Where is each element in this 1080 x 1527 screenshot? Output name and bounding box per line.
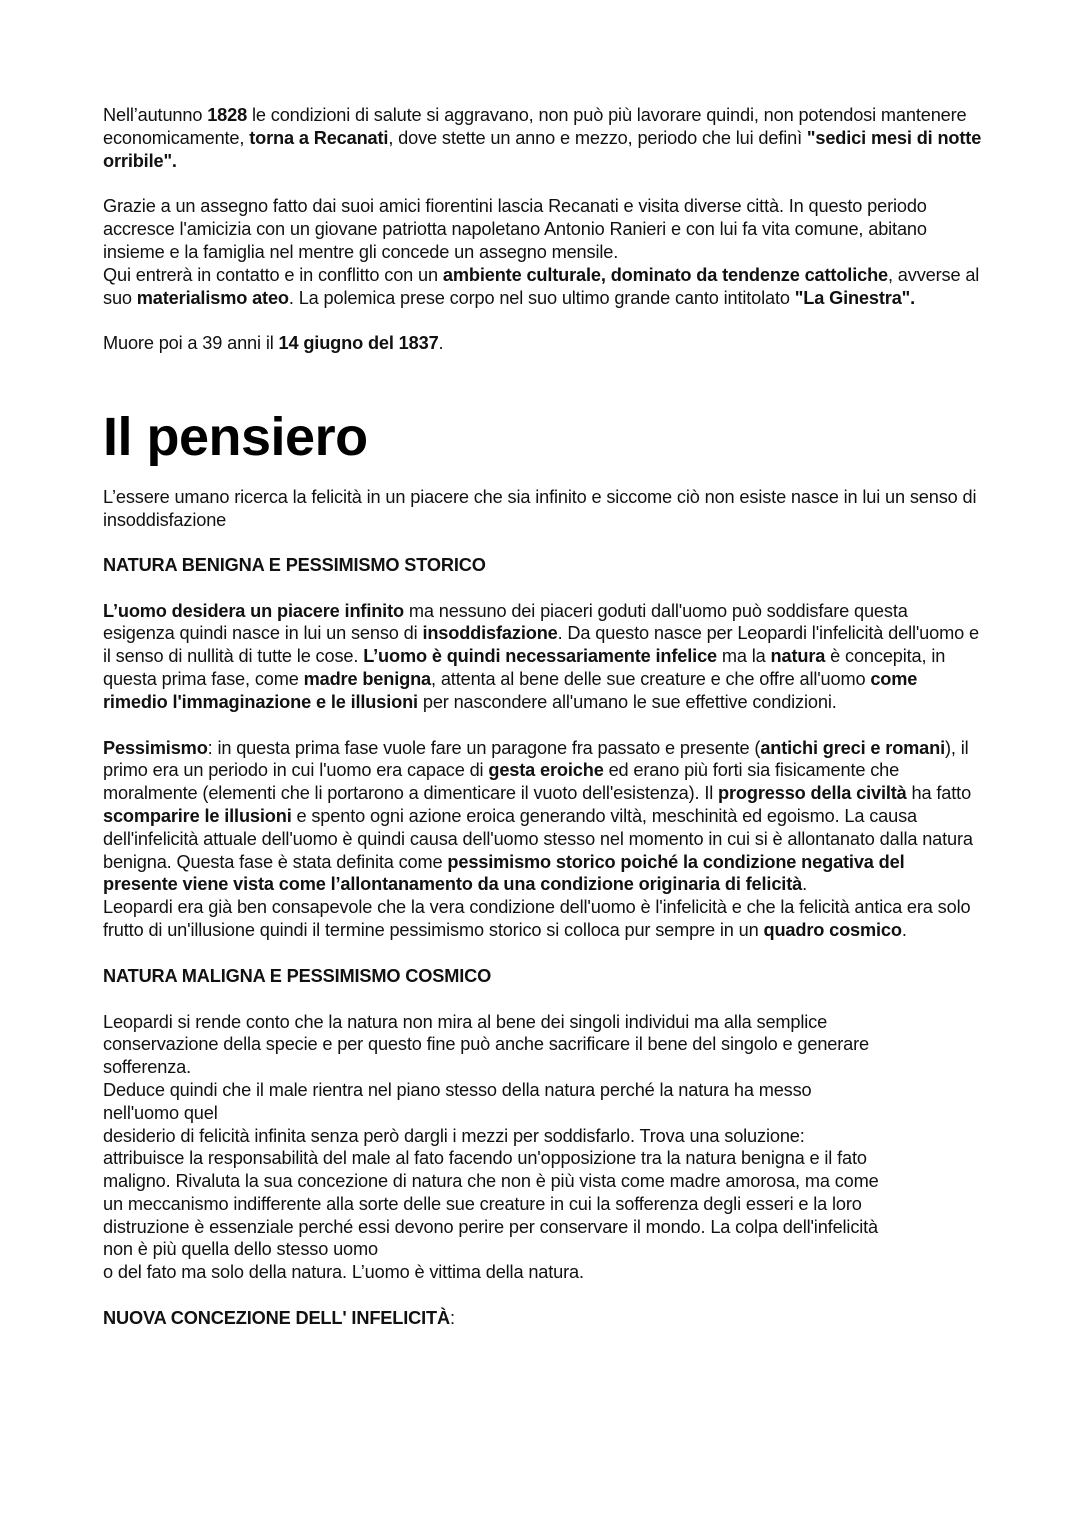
text-line: Deduce quindi che il male rientra nel piano stesso della natura perché la natura ha messo [103, 1079, 812, 1100]
text-run: L’essere umano ricerca la felicità in un piacere che sia infinito e siccome ciò non esiste nasce in lui un senso di insoddisfazione [103, 487, 977, 530]
text-line: un meccanismo indifferente alla sorte delle sue creature in cui la sofferenza degli esseri e la loro [103, 1193, 862, 1214]
bold-text: pessimismo storico poiché la condizione negativa del presente viene vista come l’allontanamento da una condizione originaria di felicità [103, 851, 905, 895]
bold-text: scomparire le illusioni [103, 805, 292, 826]
document-page [103, 104, 983, 1330]
text-run: , attenta al bene delle sue creature e che offre all'uomo [431, 668, 871, 689]
bold-text: "La Ginestra". [794, 287, 916, 308]
text-run: per nascondere all'umano le sue effettive condizioni. [417, 691, 837, 712]
paragraph-florence-naples [103, 195, 983, 263]
heading-nuova-concezione [103, 1307, 983, 1330]
bold-text: torna a Recanati [249, 127, 389, 148]
heading-nuova-concezione-text: NUOVA CONCEZIONE DELL' INFELICITÀ [103, 1308, 450, 1329]
heading-colon: : [449, 1308, 455, 1329]
text-run: Nell’autunno [103, 105, 208, 125]
bold-text: progresso della civiltà [718, 783, 907, 804]
text-run: e spento ogni azione eroica generando viltà, meschinità ed egoismo. La causa dell'infelicità attuale dell'uomo è quindi causa dell'uomo stesso nel momento in cui si è allontanato dalla natura benigna. Questa fase è stata definita come [103, 805, 973, 872]
bold-text: gesta eroiche [488, 760, 604, 781]
text-run: ma la [717, 646, 771, 667]
text-line: sofferenza. [103, 1057, 191, 1078]
text-run: Muore poi a 39 anni il [103, 333, 279, 354]
bold-text: come rimedio l'immaginazione e le illusioni [103, 668, 918, 712]
bold-text: L’uomo desidera un piacere infinito [103, 600, 404, 621]
text-run: . [802, 874, 807, 895]
paragraph-pensiero-intro [103, 486, 983, 532]
text-run: Grazie a un assegno fatto dai suoi amici fiorentini lascia Recanati e visita diverse città. In questo periodo accresce l'amicizia con un giovane patriotta napoletano Antonio Ranieri e con lui fa vita comune, abitano insieme e la famiglia nel mentre gli concede un assegno mensile. [103, 196, 927, 262]
bold-text: ambiente culturale, dominato da tendenze cattoliche [442, 264, 888, 285]
text-line: nell'uomo quel [103, 1102, 218, 1123]
text-run: ), il primo era un periodo in cui l'uomo era capace di [103, 737, 969, 781]
text-run: le condizioni di salute si aggravano, non può più lavorare quindi, non potendosi mantenere economicamente, [103, 105, 967, 148]
text-line: desiderio di felicità infinita senza però dargli i mezzi per soddisfarlo. Trova una soluzione: [103, 1125, 805, 1146]
paragraph-cultural-conflict [103, 264, 983, 310]
text-run: ma nessuno dei piaceri goduti dall'uomo può soddisfare questa esigenza quindi nasce in lui un senso di [103, 600, 908, 644]
text-line: non è più quella dello stesso uomo [103, 1239, 378, 1260]
bold-text: Pessimismo [103, 737, 208, 758]
bold-text: quadro cosmico [763, 919, 902, 940]
paragraph-recanati-return [103, 104, 983, 172]
text-line: Leopardi si rende conto che la natura non mira al bene dei singoli individui ma alla semplice [103, 1011, 828, 1032]
text-line: o del fato ma solo della natura. L’uomo è vittima della natura. [103, 1262, 584, 1283]
heading-natura-maligna: NATURA MALIGNA E PESSIMISMO COSMICO [103, 965, 492, 986]
bold-text: insoddisfazione [422, 623, 558, 644]
paragraph-pessimismo-storico [103, 737, 983, 897]
text-run: . La polemica prese corpo nel suo ultimo grande canto intitolato [288, 287, 795, 308]
bold-text: 1828 [207, 105, 248, 125]
text-run: Qui entrerà in contatto e in conflitto con un [103, 264, 443, 285]
paragraph-death [103, 332, 983, 355]
bold-text: "sedici mesi di notte orribile". [103, 127, 982, 171]
text-line: maligno. Rivaluta la sua concezione di natura che non è più vista come madre amorosa, ma come [103, 1171, 879, 1192]
bold-text: materialismo ateo [136, 287, 289, 308]
paragraph-pessimismo-cosmico [103, 1011, 983, 1285]
text-run: . [438, 333, 444, 354]
text-run: . [901, 919, 907, 940]
text-run: ha fatto [906, 783, 972, 804]
text-run: Leopardi era già ben consapevole che la vera condizione dell'uomo è l'infelicità e che la felicità antica era solo frutto di un'illusione quindi il termine pessimismo storico si colloca pur sempre in un [103, 897, 971, 940]
bold-text: madre benigna [303, 668, 432, 689]
paragraph-piacere-infinito [103, 600, 983, 714]
bold-text: antichi greci e romani [760, 737, 946, 758]
text-line: conservazione della specie e per questo fine può anche sacrificare il bene del singolo e generare [103, 1034, 869, 1055]
text-run: , dove stette un anno e mezzo, periodo che lui definì [388, 127, 807, 148]
text-line: attribuisce la responsabilità del male al fato facendo un'opposizione tra la natura benigna e il fato [103, 1148, 867, 1169]
text-run: : in questa prima fase vuole fare un paragone fra passato e presente ( [207, 737, 761, 758]
section-title-il-pensiero: Il pensiero [103, 407, 368, 468]
text-line: distruzione è essenziale perché essi devono perire per conservare il mondo. La colpa dell'infelicità [103, 1216, 879, 1237]
bold-text: natura [770, 646, 826, 667]
heading-natura-benigna: NATURA BENIGNA E PESSIMISMO STORICO [103, 554, 486, 575]
bold-text: 14 giugno del 1837 [278, 333, 439, 354]
bold-text: L’uomo è quindi necessariamente infelice [363, 646, 718, 667]
text-run: . Da questo nasce per Leopardi l'infelicità dell'uomo e il senso di nullità di tutte le cose. [103, 623, 979, 667]
text-run: ed erano più forti sia fisicamente che moralmente (elementi che li portarono a dimenticare il vuoto dell'esistenza). Il [103, 760, 900, 804]
text-run: è concepita, in questa prima fase, come [103, 646, 946, 689]
text-run: , avverse al suo [103, 264, 980, 308]
paragraph-quadro-cosmico [103, 896, 983, 942]
